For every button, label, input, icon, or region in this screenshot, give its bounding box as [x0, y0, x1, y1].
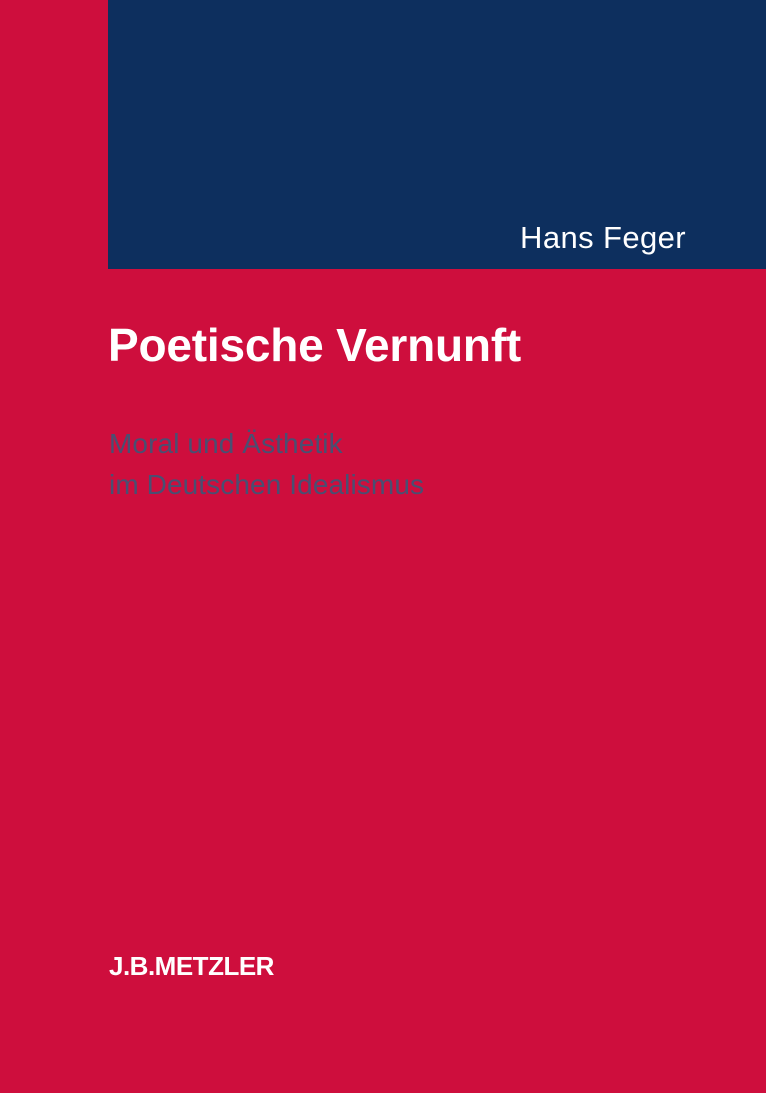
- book-subtitle-line-1: Moral und Ästhetik: [109, 428, 343, 459]
- book-subtitle: [109, 424, 424, 505]
- book-subtitle-line-2: im Deutschen Idealismus: [109, 468, 425, 500]
- publisher-logo: J.B.METZLER: [109, 951, 274, 981]
- book-title: Poetische Vernunft: [108, 319, 522, 371]
- author-name: Hans Feger: [520, 220, 686, 255]
